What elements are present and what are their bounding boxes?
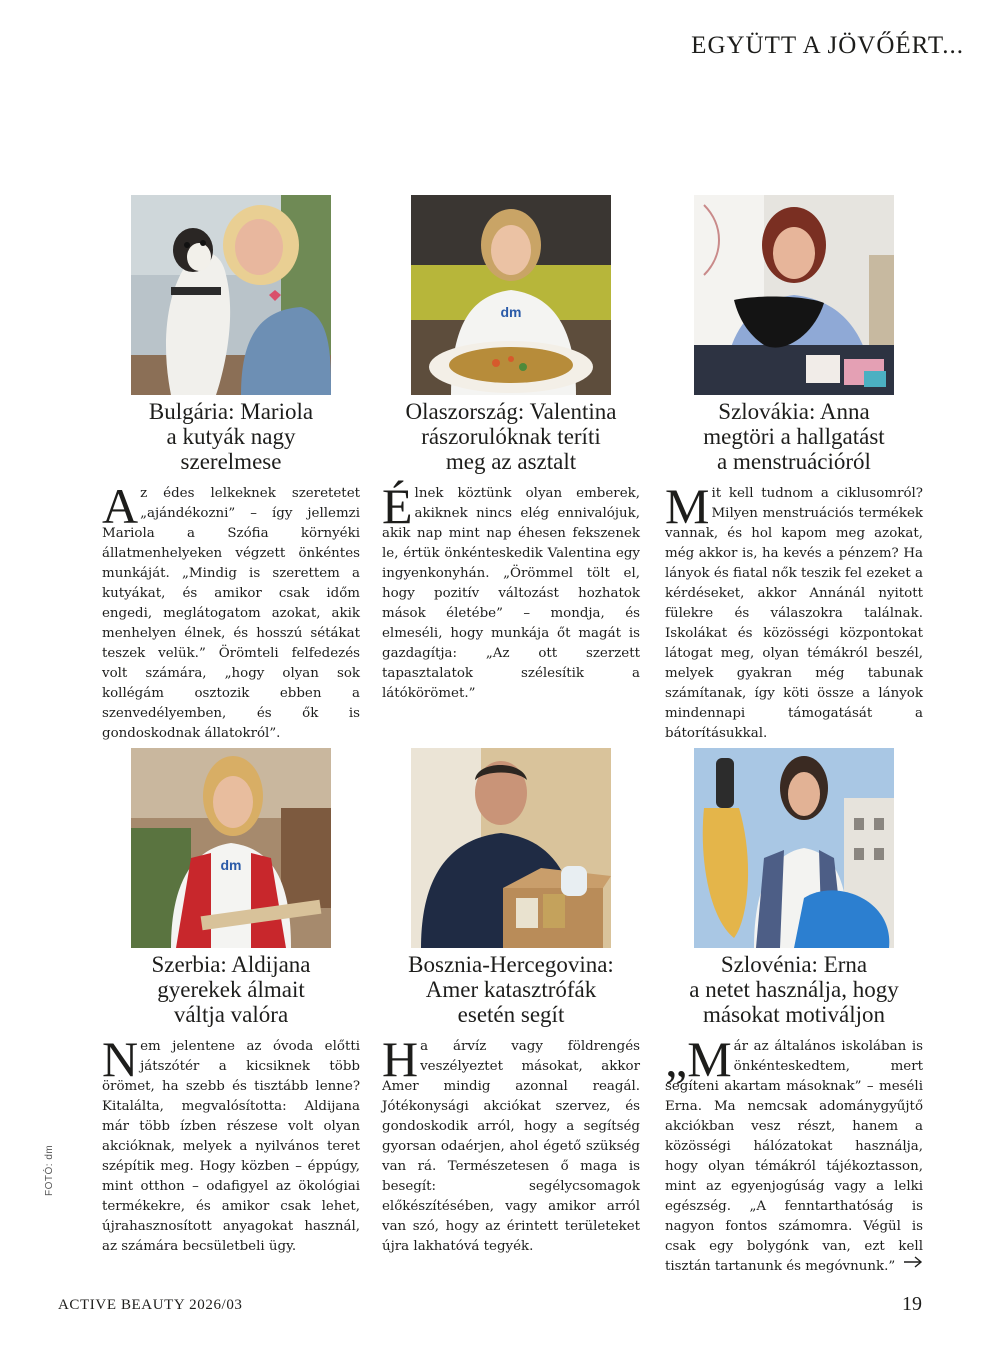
- photo-valentina-with-soup: [411, 195, 611, 395]
- article-body-text: ár az általános iskolában is önkénteskedtem, mert segíteni akartam másoknak” – meséli Erna. Ma nemcsak adománygyűjtő akciókban vesz részt, hanem a közösségi hálózatokat használja, hogy olyan témákról tájékoztasson, mint az egyenjogúság vagy a lelki egészség. „A fenntarthatóság is nagyon fontos számomra. Végül is csak egy bolygónk van, ezt kell tisztán tartanunk és megóvnunk.”: [665, 1039, 923, 1274]
- article-body-text: a árvíz vagy földrengés veszélyeztet másokat, akkor Amer mindig azonnal reagál. Jótékonysági akciókat szervez, és gondoskodik arról, hogy a segítség gyorsan odaérjen, ahol égető szükség van rá. Természetesen ő maga is besegít: segélycsomagok előkészítésében, vagy amikor arról van szó, hogy az érintett területeket újra lakhatóvá tegyék.: [382, 1039, 640, 1254]
- article-body: [102, 478, 360, 744]
- article-body-text: z édes lelkeknek szeretetet „ajándékozni” – így jellemzi Mariola a Szófia környéki állatmenhelyeken végzett önkéntes munkáját. „Mindig is szerettem a kutyákat, és amikor csak időm engedi, meglátogatom azokat, akik menhelyen élnek, és hosszú sétákat teszek velük.” Örömteli felfedezés volt számára, „hogy olyan sok kollégám osztozik ebben a szenvedélyemben, és ők is gondoskodnak állatokról”.: [102, 486, 360, 741]
- article-body: [102, 1031, 360, 1257]
- article-body: [382, 1031, 640, 1257]
- drop-cap: H: [382, 1031, 419, 1087]
- article-body-text: em jelentene az óvoda előtti játszótér a kicsiknek több örömet, ha szebb és tisztább lenne? Kitalálta, megvalósította: Aldijana már több ízben részese volt olyan akcióknak, melyek a nyilvános teret szépítik meg. Hogy közben – éppúgy, mint otthon – odafigyel az ökológiai termékekre, és amikor csak lehet, újrahasznosított anyagokat használ, az számára becsületbeli ügy.: [102, 1039, 360, 1254]
- photo-aldijana-building: [131, 748, 331, 948]
- page-number: 19: [902, 1293, 922, 1315]
- drop-cap: „M: [665, 1031, 732, 1087]
- drop-cap: M: [665, 478, 710, 534]
- article-serbia: [102, 748, 360, 1257]
- article-headline: Szlovénia: Erna a netet használja, hogy másokat motiváljon: [689, 952, 899, 1027]
- article-headline: Szerbia: Aldijana gyerekek álmait váltja valóra: [151, 952, 311, 1027]
- drop-cap: N: [102, 1031, 139, 1087]
- drop-cap: É: [382, 478, 413, 534]
- dm-logo: dm: [220, 857, 242, 873]
- article-headline: Szlovákia: Anna megtöri a hallgatást a menstruációról: [703, 399, 885, 474]
- article-slovakia: [665, 195, 923, 744]
- photo-mariola-with-dog: [131, 195, 331, 395]
- article-bosnia: [382, 748, 640, 1257]
- arrow-right-icon: [903, 1255, 923, 1269]
- running-head: EGYÜTT A JÖVŐÉRT...: [691, 32, 964, 59]
- article-slovenia: [665, 748, 923, 1277]
- article-headline: Bosznia-Hercegovina: Amer katasztrófák esetén segít: [408, 952, 614, 1027]
- article-headline: Bulgária: Mariola a kutyák nagy szerelmese: [148, 399, 314, 474]
- drop-cap: A: [102, 478, 139, 534]
- dm-logo: dm: [500, 304, 522, 320]
- article-bulgaria: [102, 195, 360, 744]
- photo-credit: FOTÓ: dm: [44, 1144, 55, 1196]
- article-body: [382, 478, 640, 704]
- photo-amer-with-box: [411, 748, 611, 948]
- article-headline: Olaszország: Valentina rászorulóknak teríti meg az asztalt: [405, 399, 617, 474]
- photo-anna-with-products: [694, 195, 894, 395]
- photo-erna-collecting-waste: [694, 748, 894, 948]
- article-body: [665, 478, 923, 744]
- article-body-text: lnek köztünk olyan emberek, akiknek nincs elég ennivalójuk, akik nap mint nap éhesen fekszenek le, értük önkénteskedik Valentina egy ingyenkonyhán. „Örömmel tölt el, hogy pozitív változást hozhatok mások életébe” – mondja, és elmeséli, hogy munkája őt magát is gazdagítja: „Az ott szerzett tapasztalatok szélesítik a látókörömet.”: [382, 486, 640, 701]
- article-body: [665, 1031, 923, 1277]
- article-italy: [382, 195, 640, 704]
- publication-name: ACTIVE BEAUTY 2026/03: [58, 1297, 243, 1313]
- article-body-text: it kell tudnom a ciklusomról? Milyen menstruációs termékek vannak, és hol kapom meg azokat, még akkor is, ha kevés a pénzem? Ha lányok és fiatal nők teszik fel ezeket a kérdéseket, akkor Annánál nyitott fülekre és válaszokra találnak. Iskolákat és közösségi központokat látogat meg, olyan témákról beszél, melyek gyakran még tabunak számítanak, így köti össze a lányok mindennapi támogatását a bátorításukkal.: [665, 486, 923, 741]
